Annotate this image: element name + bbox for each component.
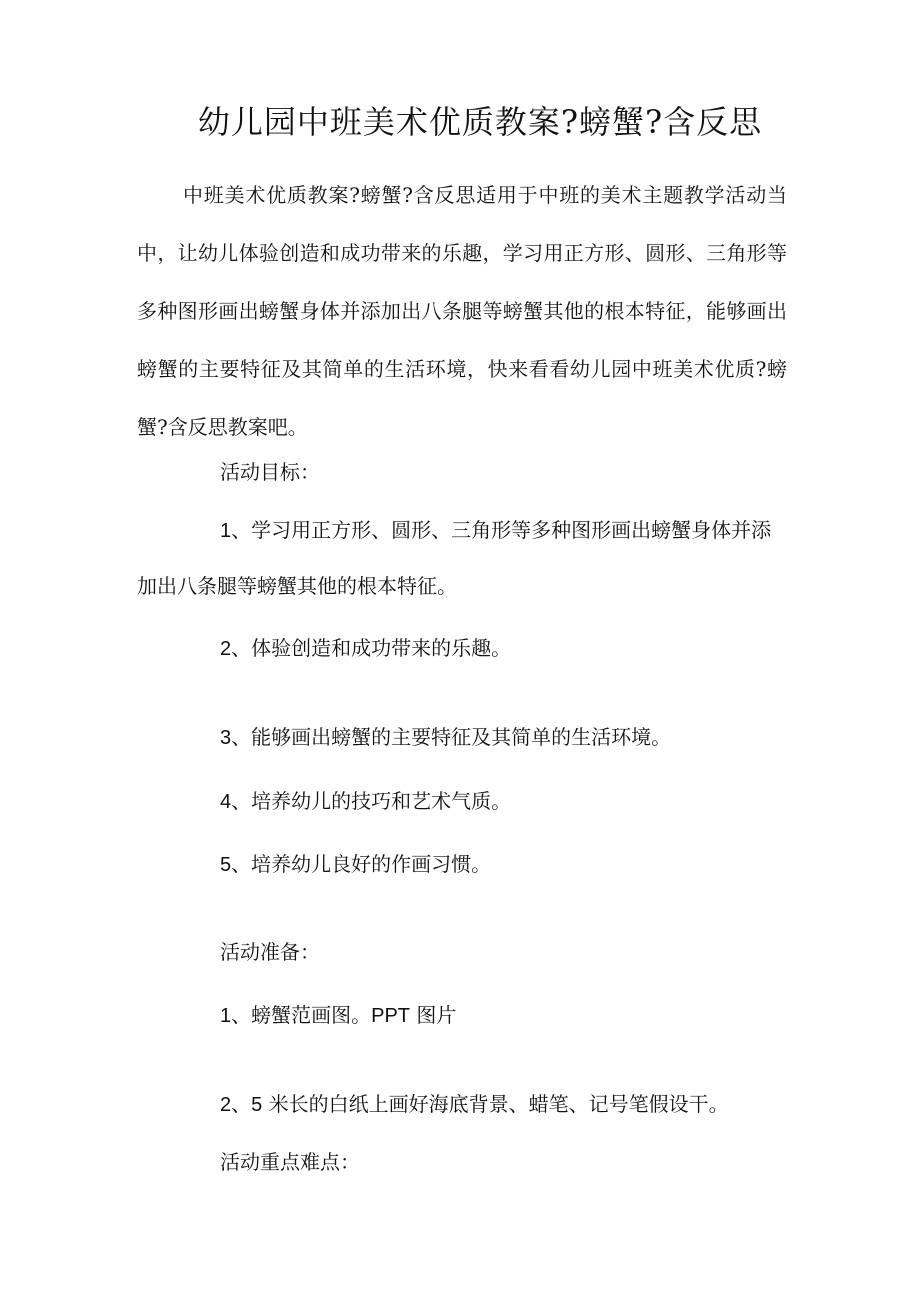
- preparation-heading: 活动准备：: [220, 940, 320, 964]
- goal-item-5: [220, 849, 491, 880]
- preparation-item-2: [220, 1089, 729, 1120]
- preparation-item-1-text: 、螃蟹范画图。: [231, 1003, 372, 1027]
- preparation-item-1-number: 1: [220, 1005, 232, 1027]
- goal-item-1-line-2: 加出八条腿等螃蟹其他的根本特征。: [137, 574, 457, 598]
- goal-item-3: [220, 722, 671, 753]
- key-points-heading: 活动重点难点：: [220, 1150, 360, 1174]
- goal-item-4-text: 、培养幼儿的技巧和艺术气质。: [231, 789, 512, 813]
- preparation-item-2-sep: 、: [231, 1092, 252, 1116]
- goal-item-1-text: 、学习用正方形、圆形、三角形等多种图形画出螃蟹身体并添: [231, 518, 772, 542]
- preparation-item-2-length: 5: [251, 1094, 263, 1116]
- preparation-item-1: [220, 1000, 456, 1031]
- goal-item-3-number: 3: [220, 727, 232, 749]
- goal-item-3-text: 、能够画出螃蟹的主要特征及其简单的生活环境。: [231, 725, 672, 749]
- goal-item-5-number: 5: [220, 854, 232, 876]
- goal-item-4: [220, 786, 511, 817]
- preparation-item-2-number: 2: [220, 1094, 232, 1116]
- document-title: 幼儿园中班美术优质教案?螃蟹?含反思: [197, 103, 763, 141]
- goal-item-5-text: 、培养幼儿良好的作画习惯。: [231, 852, 492, 876]
- goal-item-1-line-1: [220, 515, 771, 546]
- preparation-item-1-ppt: PPT: [371, 1005, 411, 1027]
- goal-item-1-number: 1: [220, 520, 232, 542]
- goal-item-2-text: 、体验创造和成功带来的乐趣。: [231, 636, 512, 660]
- goal-item-4-number: 4: [220, 791, 232, 813]
- intro-paragraph: 中班美术优质教案?螃蟹?含反思适用于中班的美术主题教学活动当中，让幼儿体验创造和成功带来的乐趣，学习用正方形、圆形、三角形等多种图形画出螃蟹身体并添加出八条腿等螃蟹其他的根本特征，能够画出螃蟹的主要特征及其简单的生活环境，快来看看幼儿园中班美术优质?螃蟹?含反思教案吧。: [137, 183, 787, 439]
- goals-heading: 活动目标：: [220, 460, 320, 484]
- goal-item-2: [220, 633, 511, 664]
- preparation-item-1-suffix: 图片: [410, 1003, 457, 1027]
- preparation-item-2-text: 米长的白纸上画好海底背景、蜡笔、记号笔假设干。: [262, 1092, 729, 1116]
- goal-item-2-number: 2: [220, 638, 232, 660]
